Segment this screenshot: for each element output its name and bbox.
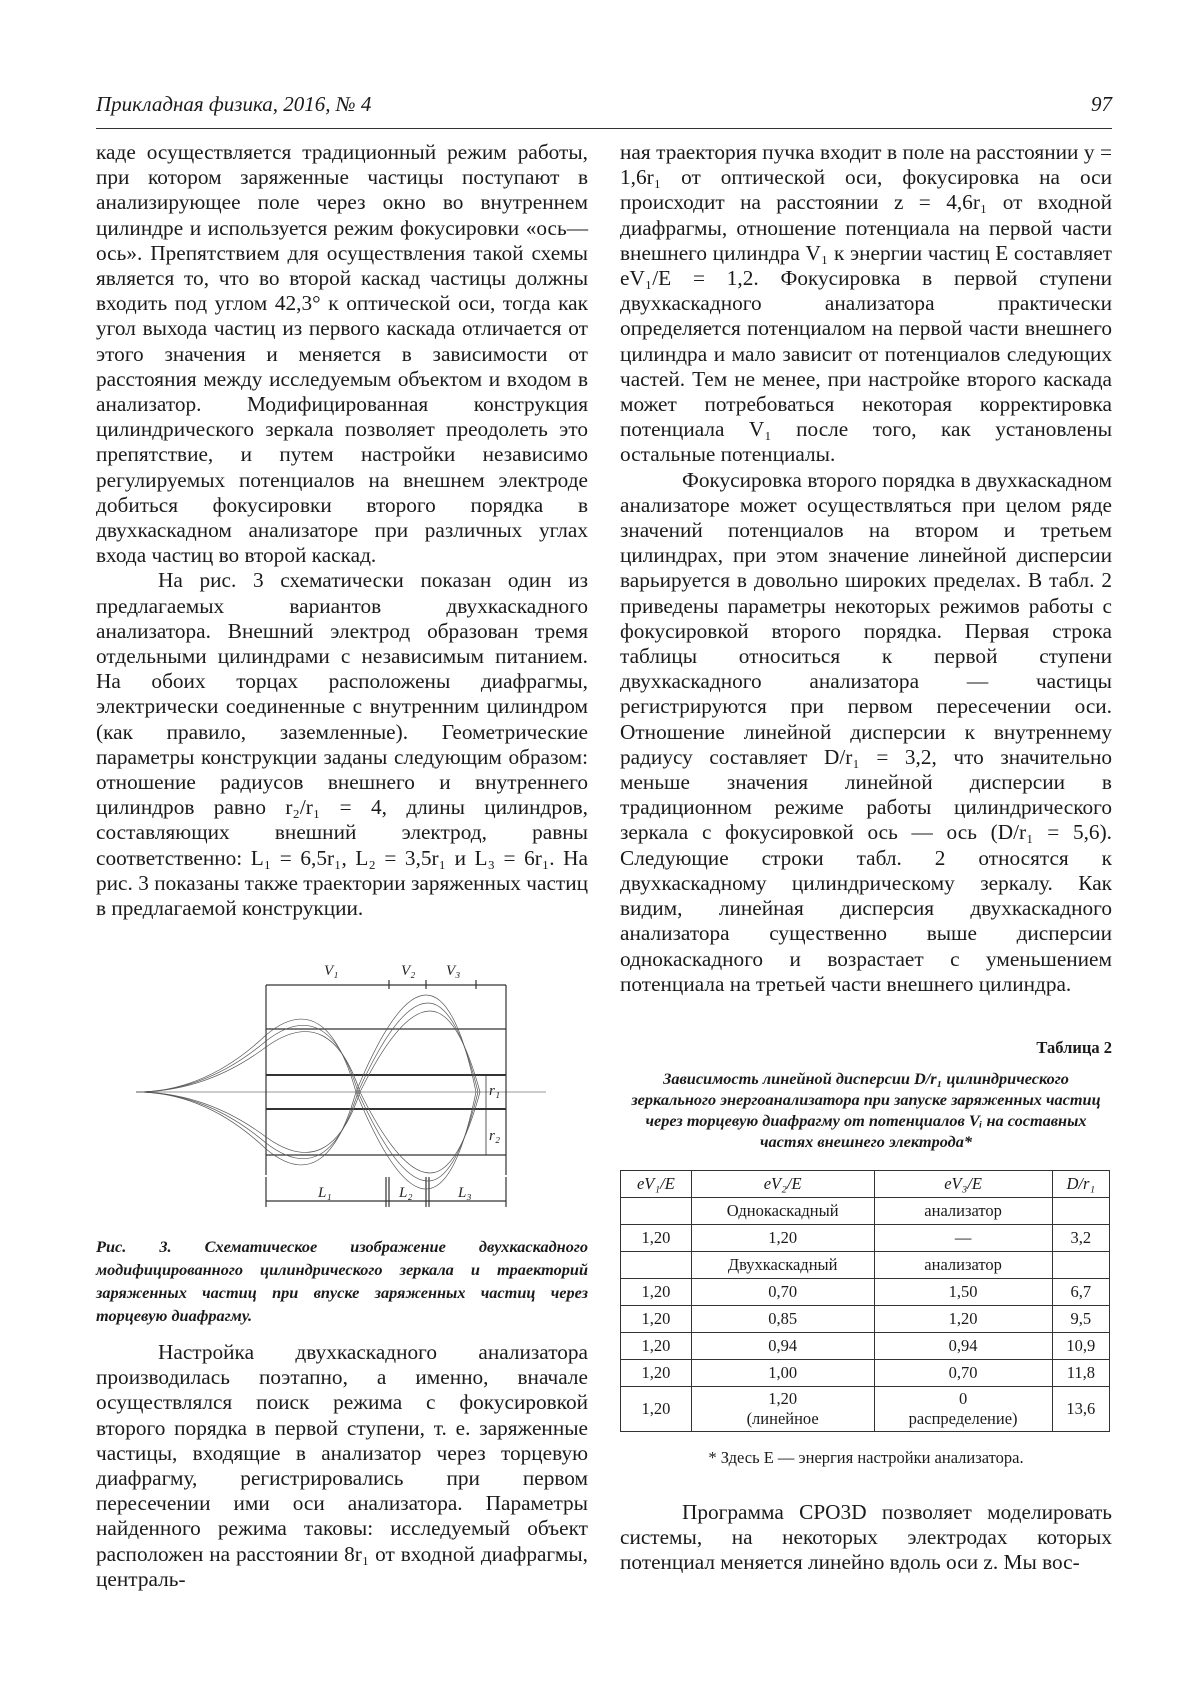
table-cell: 1,20 xyxy=(621,1387,692,1432)
label-l3: L₃ xyxy=(458,1185,472,1201)
table-header-row xyxy=(621,1171,1110,1198)
label-l2: L₂ xyxy=(399,1185,413,1201)
figure-3-diagram xyxy=(96,955,588,1225)
table-cell: 0 распределение) xyxy=(874,1387,1052,1432)
label-r2: r₂ xyxy=(489,1128,501,1144)
journal-title: Прикладная физика, 2016, № 4 xyxy=(96,92,372,116)
table-footnote: * Здесь E — энергия настройки анализатора. xyxy=(708,1448,1024,1467)
table-header: eV₂/E xyxy=(691,1171,874,1198)
table-row xyxy=(621,1225,1110,1252)
table-cell: 0,94 xyxy=(691,1333,874,1360)
table-cell: 0,70 xyxy=(874,1360,1052,1387)
table-cell: 1,00 xyxy=(691,1360,874,1387)
table-cell: 1,20 xyxy=(621,1225,692,1252)
table-cell: 0,94 xyxy=(874,1333,1052,1360)
paragraph: На рис. 3 схематически показан один из предлагаемых вариантов двухкаскадного анализатора. Внешний электрод образован тремя отдельными цилиндрами с независимым питанием. На обоих торцах расположены диафрагмы, электрически соединенные с внутренним цилиндром (как правило, заземленные). Геометрические параметры конструкции заданы следующим образом: отношение радиусов внешнего и внутреннего цилиндров равно r₂/r₁ = 4, длины цилиндров, составляющих внешний электрод, равны соответственно: L₁ = 6,5r₁, L₂ = 3,5r₁ и L₃ = 6r₁. На рис. 3 показаны также траектории заряженных частиц в предлагаемой конструкции. xyxy=(96,568,588,921)
right-continuation xyxy=(620,1500,1112,1576)
page-header xyxy=(96,88,1112,129)
table-cell: Двухкаскадный xyxy=(691,1252,874,1279)
table-row xyxy=(621,1252,1110,1279)
table-cell: 9,5 xyxy=(1052,1306,1109,1333)
table-2 xyxy=(620,1170,1110,1432)
table-cell: 1,20 xyxy=(621,1279,692,1306)
table-cell: Однокаскадный xyxy=(691,1198,874,1225)
page-number: 97 xyxy=(1091,92,1112,116)
table-row xyxy=(621,1306,1110,1333)
table-cell: 1,50 xyxy=(874,1279,1052,1306)
paragraph: Программа CPO3D позволяет моделировать системы, на некоторых электродах которых потенциал меняется линейно вдоль оси z. Мы вос- xyxy=(620,1500,1112,1575)
label-v3: V₃ xyxy=(446,963,461,979)
table-row xyxy=(621,1387,1110,1432)
table-cell: анализатор xyxy=(874,1252,1052,1279)
table-cell: 3,2 xyxy=(1052,1225,1109,1252)
label-r1: r₁ xyxy=(489,1083,501,1099)
table-row xyxy=(621,1279,1110,1306)
table-cell: 0,70 xyxy=(691,1279,874,1306)
table-header: eV₁/E xyxy=(621,1171,692,1198)
left-continuation xyxy=(96,1340,588,1592)
table-row xyxy=(621,1360,1110,1387)
label-v1: V₁ xyxy=(324,963,339,979)
figure-caption: Рис. 3. Схематическое изображение двухкаскадного модифицированного цилиндрического зеркала и траекторий заряженных частиц при впуске заряженных частиц через торцевую диафрагму. xyxy=(96,1237,588,1325)
table-cell: 10,9 xyxy=(1052,1333,1109,1360)
paragraph: ная траектория пучка входит в поле на расстоянии y = 1,6r₁ от оптической оси, фокусировка на оси происходит на расстоянии z = 4,6r₁ от входной диафрагмы, отношение потенциала на первой части внешнего цилиндра V₁ к энергии частиц E составляет eV₁/E = 1,2. Фокусировка в первой ступени двухкаскадного анализатора практически определяется потенциалом на первой части внешнего цилиндра и мало зависит от потенциалов следующих частей. Тем не менее, при настройке второго каскада может потребоваться некоторая корректировка потенциала V₁ после того, как установлены остальные потенциалы. xyxy=(620,140,1112,467)
table-cell: 11,8 xyxy=(1052,1360,1109,1387)
left-column xyxy=(96,140,588,921)
table-cell: 1,20 xyxy=(621,1333,692,1360)
table-cell: 6,7 xyxy=(1052,1279,1109,1306)
table-row xyxy=(621,1333,1110,1360)
paragraph: каде осуществляется традиционный режим работы, при котором заряженные частицы поступают в анализирующее поле через окно во внутреннем цилиндре и используется режим фокусировки «ось—ось». Препятствием для осуществления такой схемы является то, что во второй каскад частицы должны входить под углом 42,3° к оптической оси, тогда как угол выхода частиц из первого каскада отличается от этого значения и меняется в зависимости от расстояния между исследуемым объектом и входом в анализатор. Модифицированная конструкция цилиндрического зеркала позволяет преодолеть это препятствие, и путем настройки независимо регулируемых потенциалов на внешнем электроде добиться фокусировки второго порядка в двухкаскадном анализаторе при различных углах входа частиц во второй каскад. xyxy=(96,140,588,568)
table-cell: 1,20 (линейное xyxy=(691,1387,874,1432)
table-row xyxy=(621,1198,1110,1225)
table-cell: 0,85 xyxy=(691,1306,874,1333)
label-l1: L₁ xyxy=(318,1185,332,1201)
right-column xyxy=(620,140,1112,997)
table-cell: — xyxy=(874,1225,1052,1252)
paragraph: Фокусировка второго порядка в двухкаскадном анализаторе может осуществляться при целом ряде значений потенциалов на втором и третьем цилиндрах, при этом значение линейной дисперсии варьируется в довольно широких пределах. В табл. 2 приведены параметры некоторых режимов работы с фокусировкой второго порядка. Первая строка таблицы относиться к первой ступени двухкаскадного анализатора — частицы регистрируются при первом пересечении оси. Отношение линейной дисперсии к внутреннему радиусу составляет D/r₁ = 3,2, что значительно меньше значения линейной дисперсии в традиционном режиме работы цилиндрического зеркала с фокусировкой ось — ось (D/r₁ = 5,6). Следующие строки табл. 2 относятся к двухкаскадному цилиндрическому зеркалу. Как видим, линейная дисперсия двухкаскадного анализатора существенно выше дисперсии однокаскадного и возрастает с уменьшением потенциала на третьей части внешнего цилиндра. xyxy=(620,467,1112,996)
table-cell: 13,6 xyxy=(1052,1387,1109,1432)
table-cell: анализатор xyxy=(874,1198,1052,1225)
label-v2: V₂ xyxy=(401,963,416,979)
table-cell: 1,20 xyxy=(874,1306,1052,1333)
table-cell: 1,20 xyxy=(691,1225,874,1252)
table-cell: 1,20 xyxy=(621,1306,692,1333)
table-header: D/r₁ xyxy=(1052,1171,1109,1198)
table-title: Зависимость линейной дисперсии D/r₁ цилиндрического зеркального энергоанализатора при запуске заряженных частиц через торцевую диафрагму от потенциалов Vᵢ на составных частях внешнего электрода* xyxy=(631,1069,1101,1151)
table-cell: 1,20 xyxy=(621,1360,692,1387)
table-header: eV₃/E xyxy=(874,1171,1052,1198)
figure-3 xyxy=(96,955,588,1225)
paragraph: Настройка двухкаскадного анализатора производилась поэтапно, а именно, вначале осуществлялся поиск режима с фокусировкой второго порядка в первой ступени, т. е. заряженные частицы, входящие в анализатор через торцевую диафрагму, регистрировались при первом пересечении ими оси анализатора. Параметры найденного режима таковы: исследуемый объект расположен на расстоянии 8r₁ от входной диафрагмы, централь- xyxy=(96,1340,588,1591)
table-label: Таблица 2 xyxy=(1036,1038,1112,1057)
